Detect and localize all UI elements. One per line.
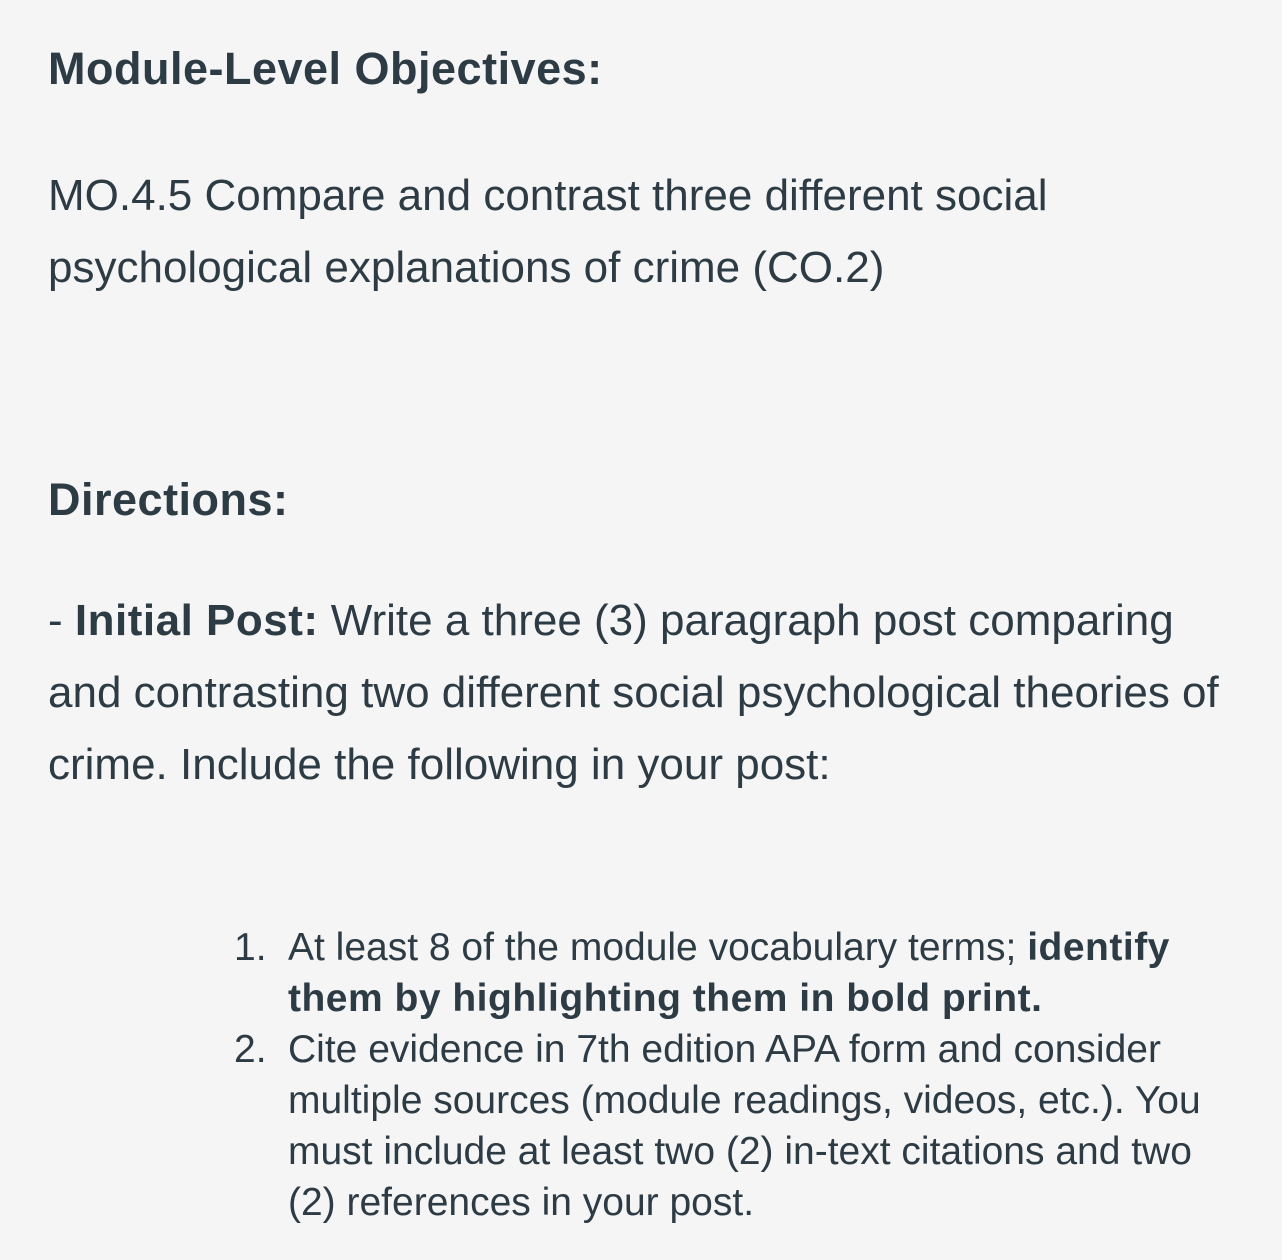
requirements-list (234, 922, 1248, 1228)
list-item (234, 922, 1248, 1024)
directions-heading: Directions: (48, 474, 289, 525)
list-item-bold-text: identify them by highlighting them in bold print. (288, 926, 1170, 1020)
list-item-number: 2. (234, 1028, 267, 1071)
list-item (234, 1024, 1248, 1228)
objectives-heading: Module-Level Objectives: (48, 43, 603, 94)
initial-post-dash: - (48, 596, 75, 645)
list-item-text: Cite evidence in 7th edition APA form and consider multiple sources (module readings, videos, etc.). You must include at least two (2) in-text citations and two (2) references in your post. (288, 1028, 1201, 1224)
initial-post-paragraph (48, 585, 1228, 801)
initial-post-label: Initial Post: (74, 596, 319, 645)
initial-post-text: Write a three (3) paragraph post comparing and contrasting two different social psychological theories of crime. Include the following in your post: (48, 596, 1219, 789)
list-item-number: 1. (234, 926, 267, 969)
list-item-text: At least 8 of the module vocabulary terms; (288, 926, 1028, 969)
objective-text: MO.4.5 Compare and contrast three different social psychological explanations of crime (CO.2) (48, 171, 1048, 292)
